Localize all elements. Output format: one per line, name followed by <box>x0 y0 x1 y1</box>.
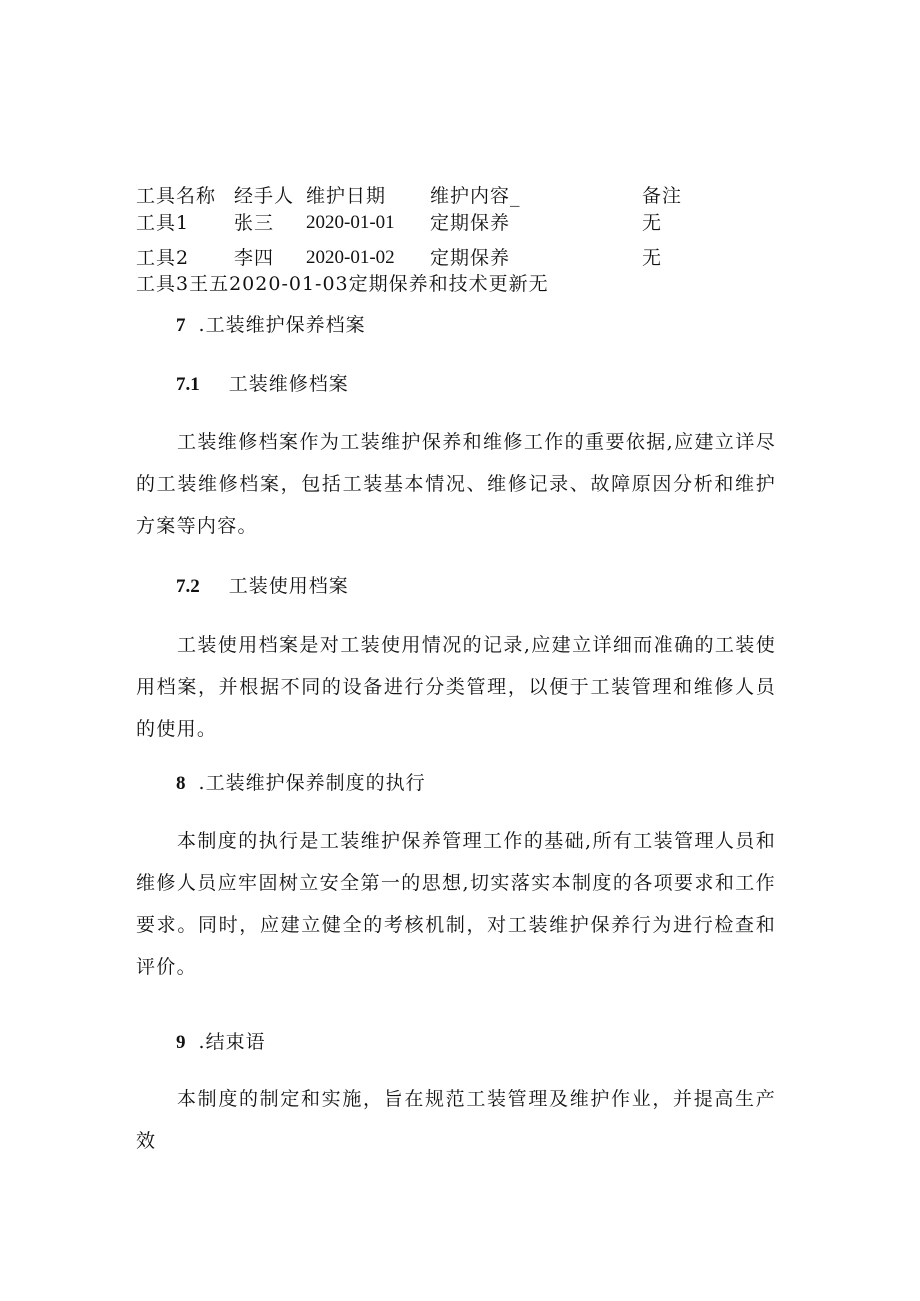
table-row-collapsed: 工具3王五2020-01-03定期保养和技术更新无 <box>136 273 549 295</box>
section-number: 7.1 <box>176 374 200 395</box>
section-number: 8 <box>176 773 186 794</box>
paragraph-9: 本制度的制定和实施，旨在规范工装管理及维护作业，并提高生产效 <box>136 1088 776 1152</box>
row2-tool: 工具2 <box>136 247 190 269</box>
paragraph-7-1: 工装维修档案作为工装维护保养和维修工作的重要依据,应建立详尽的工装维修档案，包括工装基本情况、维修记录、故障原因分析和维护方案等内容。 <box>136 431 776 537</box>
row2-remark: 无 <box>642 247 663 269</box>
section-heading-7-1 <box>176 372 349 397</box>
section-title: 工装使用档案 <box>228 575 349 597</box>
section-title: .工装维护保养制度的执行 <box>198 772 426 794</box>
section-title: .结束语 <box>198 1031 266 1053</box>
section-heading-7 <box>176 313 366 338</box>
header-maintenance-content: 维护内容_ <box>430 185 521 207</box>
header-maintenance-date: 维护日期 <box>306 185 387 207</box>
section-number: 9 <box>176 1032 186 1053</box>
row1-tool: 工具1 <box>136 212 190 234</box>
row1-content: 定期保养 <box>430 212 511 234</box>
paragraph-8: 本制度的执行是工装维护保养管理工作的基础,所有工装管理人员和维修人员应牢固树立安全第一的思想,切实落实本制度的各项要求和工作要求。同时，应建立健全的考核机制，对工装维护保养行为进行检查和评价。 <box>136 830 776 978</box>
section-title: 工装维修档案 <box>228 373 349 395</box>
header-handler: 经手人 <box>234 185 295 207</box>
paragraph-7-2: 工装使用档案是对工装使用情况的记录,应建立详细而准确的工装使用档案，并根据不同的设备进行分类管理，以便于工装管理和维修人员的使用。 <box>136 634 776 740</box>
section-number: 7.2 <box>176 576 200 597</box>
section-heading-8 <box>176 771 426 796</box>
row2-content: 定期保养 <box>430 247 511 269</box>
row2-handler: 李四 <box>234 247 275 269</box>
row1-date: 2020-01-01 <box>306 212 395 233</box>
header-tool-name: 工具名称 <box>136 185 217 207</box>
section-title: .工装维护保养档案 <box>198 314 366 336</box>
section-number: 7 <box>176 315 186 336</box>
section-heading-7-2 <box>176 574 349 599</box>
row1-remark: 无 <box>642 212 663 234</box>
header-remark: 备注 <box>642 185 683 207</box>
row1-handler: 张三 <box>234 212 275 234</box>
row2-date: 2020-01-02 <box>306 247 395 268</box>
section-heading-9 <box>176 1030 266 1055</box>
